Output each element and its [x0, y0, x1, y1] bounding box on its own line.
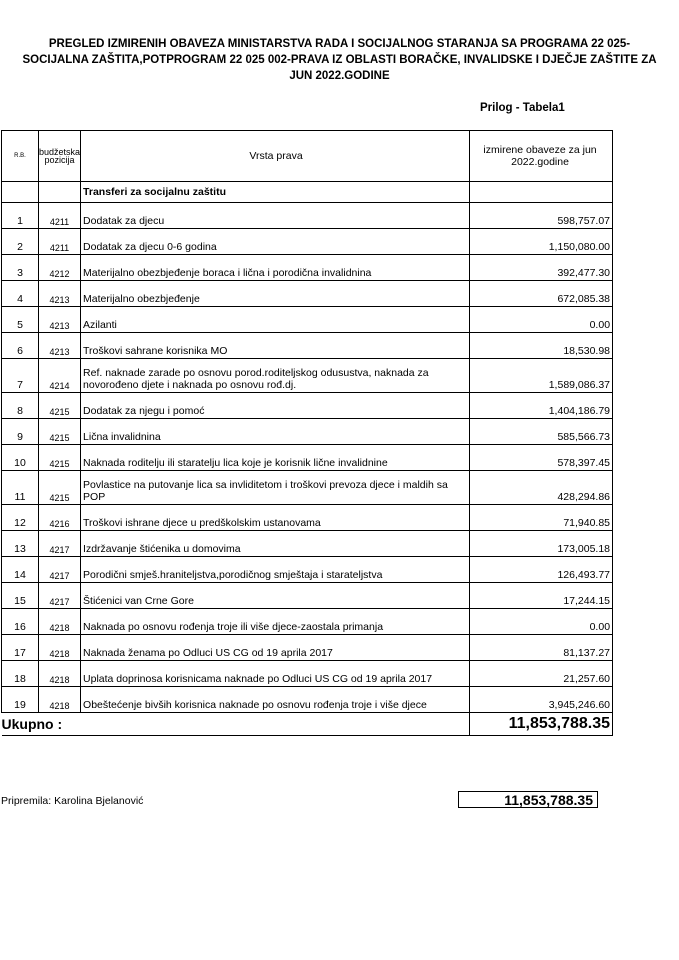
- row-number: 12: [2, 505, 39, 531]
- budget-position: 4212: [39, 255, 81, 281]
- table-row: [2, 471, 613, 505]
- right-type: Troškovi ishrane djece u predškolskim ustanovama: [81, 505, 470, 531]
- prepared-by: Pripremila: Karolina Bjelanović: [1, 795, 144, 807]
- prilog-label: Prilog - Tabela1: [480, 102, 565, 114]
- budget-position: 4213: [39, 307, 81, 333]
- row-number: 4: [2, 281, 39, 307]
- right-type: Dodatak za djecu 0-6 godina: [81, 229, 470, 255]
- table-row: [2, 419, 613, 445]
- col-header-budget-position: budžetska pozicija: [39, 131, 81, 182]
- table-row: [2, 583, 613, 609]
- budget-position: 4216: [39, 505, 81, 531]
- amount: 0.00: [470, 609, 613, 635]
- right-type: Naknada roditelju ili staratelju lica koje je korisnik lične invalidnine: [81, 445, 470, 471]
- budget-position: 4218: [39, 609, 81, 635]
- budget-position: 4215: [39, 471, 81, 505]
- amount: 392,477.30: [470, 255, 613, 281]
- amount: 1,589,086.37: [470, 359, 613, 393]
- table-row: [2, 307, 613, 333]
- table-row: [2, 445, 613, 471]
- table-row: [2, 333, 613, 359]
- row-number: 11: [2, 471, 39, 505]
- table-row: [2, 661, 613, 687]
- amount: 3,945,246.60: [470, 687, 613, 713]
- amount: 0.00: [470, 307, 613, 333]
- table-row: [2, 531, 613, 557]
- amount: 173,005.18: [470, 531, 613, 557]
- amount: 126,493.77: [470, 557, 613, 583]
- right-type: Materijalno obezbjeđenje: [81, 281, 470, 307]
- row-number: 18: [2, 661, 39, 687]
- row-number: 15: [2, 583, 39, 609]
- title-line-2: SOCIJALNA ZAŠTITA,POTPROGRAM 22 025 002-PRAVA IZ OBLASTI BORAČKE, INVALIDSKE I DJEČJE ZAŠTITE ZA: [22, 54, 657, 66]
- total-label: Ukupno :: [2, 713, 470, 736]
- amount: 428,294.86: [470, 471, 613, 505]
- col-header-vrsta-prava: Vrsta prava: [81, 131, 470, 182]
- amount: 672,085.38: [470, 281, 613, 307]
- obligations-table: [1, 130, 613, 736]
- right-type: Izdržavanje štićenika u domovima: [81, 531, 470, 557]
- section-row: [2, 182, 613, 203]
- budget-position: 4215: [39, 419, 81, 445]
- table-row: [2, 635, 613, 661]
- amount: 585,566.73: [470, 419, 613, 445]
- right-type: Porodični smješ.hraniteljstva,porodičnog smještaja i starateljstva: [81, 557, 470, 583]
- right-type: Dodatak za djecu: [81, 203, 470, 229]
- row-number: 10: [2, 445, 39, 471]
- row-number: 3: [2, 255, 39, 281]
- right-type: Troškovi sahrane korisnika MO: [81, 333, 470, 359]
- title-line-1: PREGLED IZMIRENIH OBAVEZA MINISTARSTVA RADA I SOCIJALNOG STARANJA SA PROGRAMA 22 025-: [48, 38, 631, 50]
- total-amount: 11,853,788.35: [470, 713, 613, 736]
- budget-position: 4218: [39, 635, 81, 661]
- title-line-3: JUN 2022.GODINE: [289, 70, 390, 82]
- budget-position: 4214: [39, 359, 81, 393]
- amount: 1,150,080.00: [470, 229, 613, 255]
- table-row: [2, 505, 613, 531]
- budget-position: 4215: [39, 445, 81, 471]
- right-type: Štićenici van Crne Gore: [81, 583, 470, 609]
- row-number: 1: [2, 203, 39, 229]
- budget-position: 4218: [39, 661, 81, 687]
- row-number: 14: [2, 557, 39, 583]
- budget-position: 4217: [39, 531, 81, 557]
- table-row: [2, 687, 613, 713]
- table-header: [2, 131, 613, 182]
- right-type: Ref. naknade zarade po osnovu porod.roditeljskog odusustva, naknada za novorođeno djete i naknada po osnovu rođ.dj.: [81, 359, 470, 393]
- row-number: 5: [2, 307, 39, 333]
- amount: 598,757.07: [470, 203, 613, 229]
- amount: 21,257.60: [470, 661, 613, 687]
- right-type: Lična invalidnina: [81, 419, 470, 445]
- right-type: Naknada ženama po Odluci US CG od 19 aprila 2017: [81, 635, 470, 661]
- row-number: 7: [2, 359, 39, 393]
- total-box: 11,853,788.35: [458, 791, 598, 808]
- row-number: 16: [2, 609, 39, 635]
- row-number: 9: [2, 419, 39, 445]
- row-number: 8: [2, 393, 39, 419]
- col-header-amount: izmirene obaveze za jun 2022.godine: [470, 131, 613, 182]
- budget-position: 4211: [39, 203, 81, 229]
- row-number: 17: [2, 635, 39, 661]
- amount: 17,244.15: [470, 583, 613, 609]
- budget-position: 4213: [39, 333, 81, 359]
- row-number: 19: [2, 687, 39, 713]
- right-type: Obeštećenje bivših korisnica naknade po osnovu rođenja troje i više djece: [81, 687, 470, 713]
- table-row: [2, 393, 613, 419]
- total-row: [2, 713, 613, 736]
- document-title: [0, 36, 679, 84]
- table-row: [2, 359, 613, 393]
- right-type: Dodatak za njegu i pomoć: [81, 393, 470, 419]
- right-type: Azilanti: [81, 307, 470, 333]
- amount: 71,940.85: [470, 505, 613, 531]
- right-type: Materijalno obezbjeđenje boraca i lična i porodična invalidnina: [81, 255, 470, 281]
- table-row: [2, 255, 613, 281]
- budget-position: 4213: [39, 281, 81, 307]
- budget-position: 4218: [39, 687, 81, 713]
- row-number: 13: [2, 531, 39, 557]
- row-number: 2: [2, 229, 39, 255]
- budget-position: 4211: [39, 229, 81, 255]
- row-number: 6: [2, 333, 39, 359]
- section-title: Transferi za socijalnu zaštitu: [81, 182, 470, 203]
- amount: 18,530.98: [470, 333, 613, 359]
- table-row: [2, 281, 613, 307]
- budget-position: 4217: [39, 557, 81, 583]
- amount: 578,397.45: [470, 445, 613, 471]
- amount: 1,404,186.79: [470, 393, 613, 419]
- right-type: Uplata doprinosa korisnicama naknade po Odluci US CG od 19 aprila 2017: [81, 661, 470, 687]
- table-row: [2, 229, 613, 255]
- budget-position: 4217: [39, 583, 81, 609]
- budget-position: 4215: [39, 393, 81, 419]
- table-row: [2, 203, 613, 229]
- right-type: Naknada po osnovu rođenja troje ili više djece-zaostala primanja: [81, 609, 470, 635]
- right-type: Povlastice na putovanje lica sa invliditetom i troškovi prevoza djece i maldih sa POP: [81, 471, 470, 505]
- table-row: [2, 609, 613, 635]
- table-row: [2, 557, 613, 583]
- amount: 81,137.27: [470, 635, 613, 661]
- col-header-rb: R.B.: [2, 131, 39, 182]
